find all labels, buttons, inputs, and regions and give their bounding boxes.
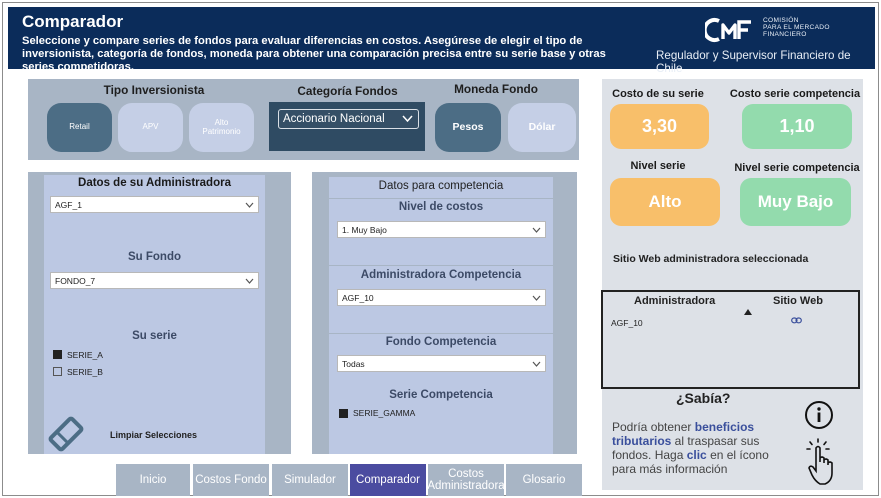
hand-pointer-icon[interactable] bbox=[805, 437, 839, 487]
level-competition-label: Nivel serie competencia bbox=[734, 162, 860, 174]
sort-ascending-icon[interactable] bbox=[744, 309, 752, 315]
series-b-checkbox[interactable] bbox=[53, 367, 62, 376]
competition-fund-select[interactable]: Todas bbox=[337, 355, 546, 372]
cmf-logo-icon bbox=[705, 17, 757, 43]
cost-your-series-value: 3,30 bbox=[610, 104, 709, 149]
chevron-down-icon bbox=[532, 361, 541, 367]
table-cell-admin: AGF_10 bbox=[611, 318, 643, 328]
admin-panel-inner bbox=[44, 175, 265, 454]
page-description: Seleccione y compare series de fondos para evaluar diferencias en costos. Asegúrese de elegir el tipo de inversionista, categoría de fondos, moneda para obtener una comparación precisa entre su serie base y otras series competidoras. bbox=[22, 35, 606, 73]
chevron-down-icon bbox=[402, 115, 413, 123]
cost-competition-value: 1,10 bbox=[742, 104, 852, 149]
competition-fund-label: Fondo Competencia bbox=[385, 336, 497, 348]
admin-panel-title: Datos de su Administradora bbox=[78, 177, 231, 189]
competition-series-label: Serie Competencia bbox=[389, 389, 493, 401]
competition-panel-title: Datos para competencia bbox=[378, 180, 504, 192]
currency-dollar-button[interactable]: Dólar bbox=[508, 103, 576, 152]
fund-label: Su Fondo bbox=[127, 251, 181, 263]
competition-admin-select[interactable]: AGF_10 bbox=[337, 289, 546, 306]
org-name: COMISIÓN PARA EL MERCADO FINANCIERO bbox=[763, 17, 830, 39]
column-header-website[interactable]: Sitio Web bbox=[773, 295, 823, 307]
series-gamma-label: SERIE_GAMMA bbox=[353, 408, 416, 418]
competition-admin-label: Administradora Competencia bbox=[360, 269, 522, 281]
investor-type-label: Tipo Inversionista bbox=[103, 83, 205, 97]
did-you-know-text: Podría obtener beneficios tributarios al traspasar sus fondos. Haga clic en el ícono para más información bbox=[612, 420, 769, 476]
level-series-label: Nivel serie bbox=[630, 160, 686, 172]
admin-select[interactable]: AGF_1 bbox=[50, 196, 259, 213]
series-gamma-checkbox[interactable] bbox=[339, 409, 348, 418]
cost-level-select[interactable]: 1. Muy Bajo bbox=[337, 221, 546, 238]
chevron-down-icon bbox=[245, 202, 254, 208]
chevron-down-icon bbox=[532, 227, 541, 233]
level-competition-value: Muy Bajo bbox=[740, 178, 851, 226]
cost-competition-label: Costo serie competencia bbox=[729, 88, 861, 100]
tab-comparador[interactable]: Comparador bbox=[350, 464, 426, 496]
clear-selections-button[interactable]: Limpiar Selecciones bbox=[110, 430, 198, 440]
header-banner bbox=[8, 7, 875, 75]
divider bbox=[329, 265, 553, 266]
page-title: Comparador bbox=[22, 12, 124, 31]
website-label: Sitio Web administradora seleccionada bbox=[613, 253, 809, 265]
info-icon[interactable] bbox=[804, 400, 834, 430]
fund-select[interactable]: FONDO_7 bbox=[50, 272, 259, 289]
tab-simulador[interactable]: Simulador bbox=[272, 464, 348, 496]
fund-category-label: Categoría Fondos bbox=[297, 84, 398, 98]
link-icon[interactable] bbox=[791, 317, 802, 324]
tab-costos-fondo[interactable]: Costos Fondo bbox=[193, 464, 269, 496]
level-series-value: Alto bbox=[610, 178, 720, 226]
column-header-admin[interactable]: Administradora bbox=[634, 295, 716, 307]
currency-label: Moneda Fondo bbox=[454, 82, 538, 96]
series-a-label: SERIE_A bbox=[67, 350, 103, 360]
did-you-know-title: ¿Sabía? bbox=[676, 390, 731, 406]
chevron-down-icon bbox=[532, 295, 541, 301]
investor-retail-button[interactable]: Retail bbox=[47, 103, 112, 152]
chevron-down-icon bbox=[245, 278, 254, 284]
currency-pesos-button[interactable]: Pesos bbox=[435, 103, 501, 152]
cost-level-label: Nivel de costos bbox=[398, 201, 484, 213]
divider bbox=[329, 198, 553, 199]
fund-category-select[interactable]: Accionario Nacional bbox=[278, 109, 419, 129]
investor-high-net-worth-button[interactable]: Alto Patrimonio bbox=[189, 103, 254, 152]
investor-apv-button[interactable]: APV bbox=[118, 103, 183, 152]
cost-your-series-label: Costo de su serie bbox=[612, 88, 704, 100]
series-a-checkbox[interactable] bbox=[53, 350, 62, 359]
tab-inicio[interactable]: Inicio bbox=[116, 464, 190, 496]
divider bbox=[329, 333, 553, 334]
eraser-icon[interactable] bbox=[46, 414, 86, 454]
org-subtitle: Regulador y Supervisor Financiero de Chile bbox=[656, 49, 851, 75]
tab-costos-administradora[interactable]: Costos Administradora bbox=[428, 464, 504, 496]
series-b-label: SERIE_B bbox=[67, 367, 103, 377]
tab-glosario[interactable]: Glosario bbox=[506, 464, 582, 496]
series-label: Su serie bbox=[132, 330, 177, 342]
